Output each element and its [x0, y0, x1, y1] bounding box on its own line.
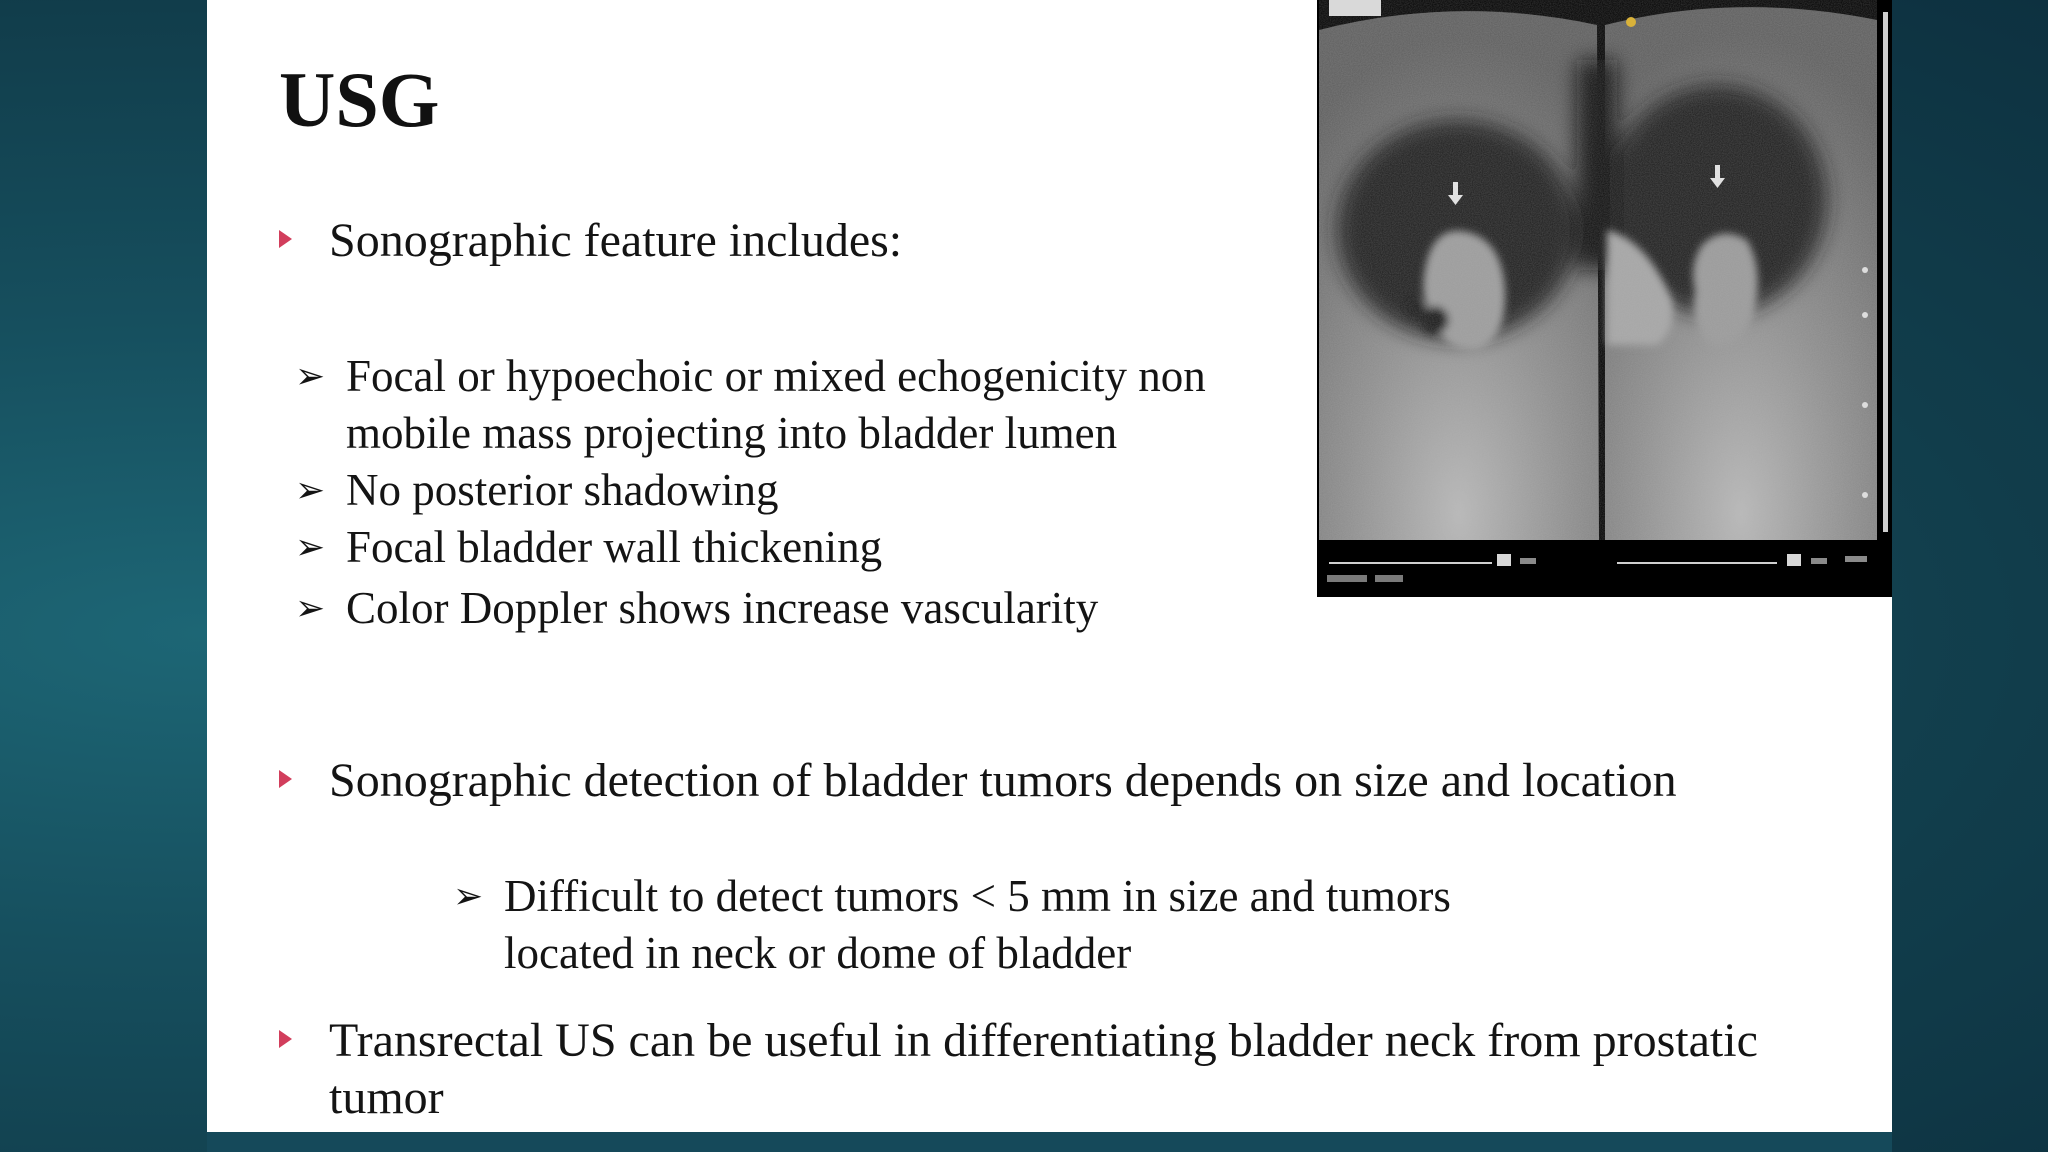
sub-bullet-text: Focal bladder wall thickening: [346, 522, 883, 572]
bullet-item: [279, 1012, 1799, 1126]
sub-bullet-text: Difficult to detect tumors < 5 mm in size and tumors located in neck or dome of bladder: [504, 871, 1451, 978]
arrowhead-bullet-icon: ➢: [295, 470, 326, 511]
sub-bullet-item: [295, 580, 1305, 637]
bullet-item: [279, 212, 1279, 269]
arrowhead-bullet-icon: ➢: [295, 527, 326, 568]
arrowhead-bullet-icon: ➢: [295, 588, 326, 629]
triangle-bullet-icon: [279, 1030, 292, 1048]
bullet-text: Sonographic feature includes:: [329, 214, 903, 267]
sub-bullet-item: [295, 348, 1305, 462]
sub-bullet-item: [453, 868, 1473, 982]
slide-frame-bottom: [207, 1132, 1892, 1152]
arrowhead-bullet-icon: ➢: [295, 356, 326, 397]
sub-bullet-text: Focal or hypoechoic or mixed echogenicity non mobile mass projecting into bladder lumen: [346, 351, 1206, 458]
sub-bullet-text: No posterior shadowing: [346, 465, 779, 515]
arrowhead-bullet-icon: ➢: [453, 876, 484, 917]
triangle-bullet-icon: [279, 770, 292, 788]
slide-title: USG: [279, 56, 440, 143]
triangle-bullet-icon: [279, 230, 292, 248]
sub-bullet-text: Color Doppler shows increase vascularity: [346, 583, 1099, 633]
slide: [207, 0, 1892, 1132]
sub-bullet-item: [295, 519, 1305, 576]
bullet-text: Sonographic detection of bladder tumors depends on size and location: [329, 754, 1677, 807]
ultrasound-image: [1317, 0, 1892, 597]
sub-bullet-item: [295, 462, 1305, 519]
bullet-text: Transrectal US can be useful in differentiating bladder neck from prostatic tumor: [329, 1014, 1758, 1124]
bullet-item: [279, 752, 1679, 809]
